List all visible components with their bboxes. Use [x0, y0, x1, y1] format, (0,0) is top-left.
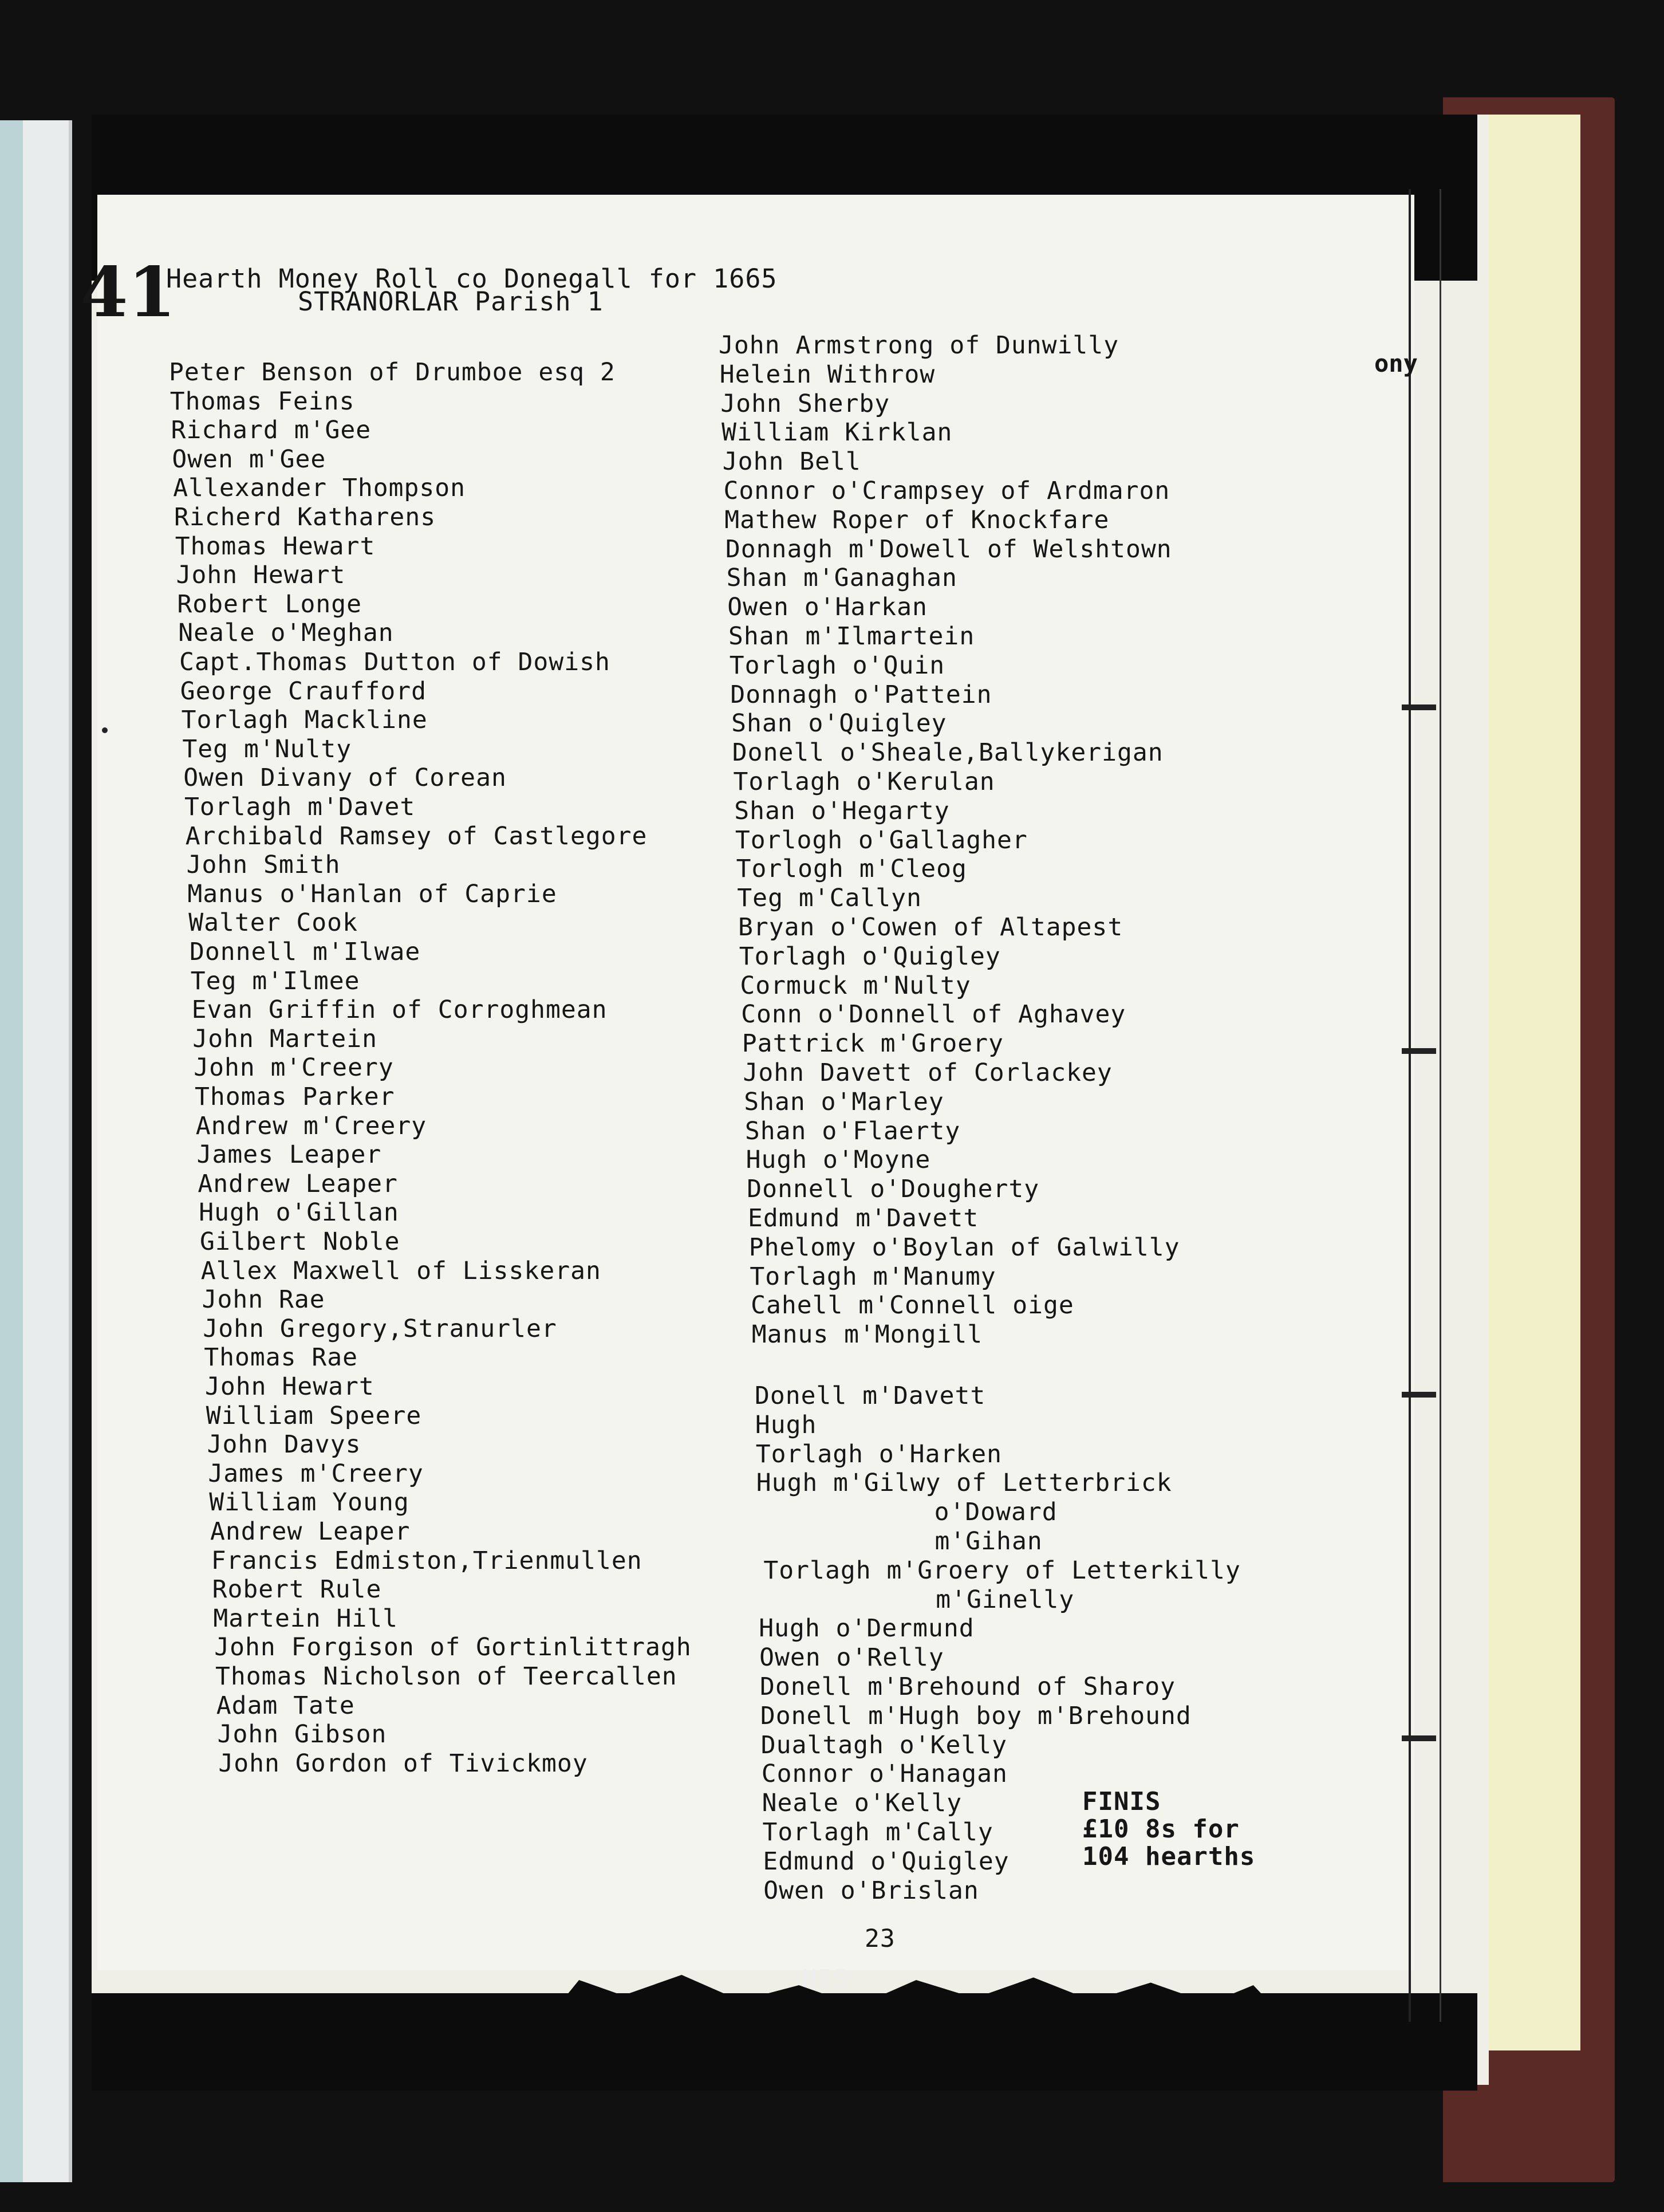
- right-name-entry: Cormuck m'Nulty: [740, 971, 971, 1000]
- right-name-b-entry: Owen o'Brislan: [763, 1876, 979, 1905]
- left-name-entry: John Rae: [202, 1285, 325, 1314]
- left-name-entry: John Martein: [192, 1024, 378, 1053]
- left-name-entry: Richard m'Gee: [171, 416, 372, 445]
- left-name-entry: Adam Tate: [216, 1691, 355, 1720]
- left-name-entry: Andrew Leaper: [210, 1517, 411, 1546]
- right-name-entry: Torlagh o'Kerulan: [733, 767, 995, 796]
- left-name-entry: Thomas Hewart: [175, 532, 376, 561]
- right-name-entry: Donnell o'Dougherty: [747, 1175, 1040, 1204]
- yellow-divider-tab: [1477, 115, 1580, 2050]
- left-name-entry: Allexander Thompson: [173, 474, 466, 503]
- finis-label: FINIS: [1082, 1787, 1161, 1816]
- left-name-entry: Owen m'Gee: [172, 444, 326, 474]
- left-name-entry: John Forgison of Gortinlittragh: [214, 1633, 692, 1662]
- left-name-entry: Peter Benson of Drumboe esq 2: [169, 358, 616, 387]
- right-name-entry: John Davett of Corlackey: [743, 1058, 1113, 1087]
- right-name-entry: Torlagh o'Quin: [729, 651, 945, 680]
- binder-stripe: [0, 120, 23, 2182]
- left-name-entry: Hugh o'Gillan: [199, 1198, 399, 1227]
- left-name-entry: George Craufford: [180, 676, 427, 706]
- right-name-entry: Shan o'Hegarty: [734, 796, 950, 825]
- left-name-entry: James Leaper: [196, 1140, 382, 1170]
- finis-hearths: 104 hearths: [1082, 1842, 1256, 1871]
- left-name-entry: William Young: [209, 1488, 409, 1517]
- left-name-entry: Evan Griffin of Corroghmean: [191, 995, 608, 1025]
- right-name-entry: Shan m'Ilmartein: [728, 622, 975, 651]
- right-name-b-entry: Donell m'Davett: [755, 1381, 986, 1410]
- right-name-b-entry: m'Ginelly: [936, 1585, 1075, 1614]
- margin-number: 41: [80, 252, 176, 333]
- left-name-entry: Thomas Nicholson of Teercallen: [215, 1662, 677, 1691]
- left-name-entry: Richerd Katharens: [174, 503, 436, 532]
- right-name-entry: William Kirklan: [721, 418, 953, 447]
- right-name-b-entry: Torlagh m'Cally: [762, 1818, 993, 1847]
- left-name-entry: Francis Edmiston,Trienmullen: [211, 1546, 642, 1575]
- right-name-entry: John Bell: [722, 447, 861, 477]
- parish-heading: STRANORLAR Parish 1: [298, 286, 604, 317]
- finis-total: £10 8s for: [1082, 1815, 1240, 1844]
- left-name-entry: Walter Cook: [188, 908, 358, 938]
- left-name-entry: Neale o'Meghan: [178, 619, 394, 648]
- right-name-entry: Shan o'Marley: [744, 1087, 944, 1116]
- left-name-entry: Archibald Ramsey of Castlegore: [185, 821, 648, 851]
- left-name-entry: John Gibson: [217, 1720, 387, 1749]
- right-name-b-entry: Neale o'Kelly: [762, 1789, 963, 1818]
- margin-tick: [1402, 1392, 1436, 1398]
- cut-off-word: ony: [1374, 349, 1418, 377]
- left-name-entry: Allex Maxwell of Lisskeran: [200, 1256, 601, 1285]
- left-name-entry: John m'Creery: [194, 1053, 394, 1083]
- margin-tick: [1402, 1735, 1436, 1741]
- left-name-entry: Owen Divany of Corean: [183, 763, 507, 793]
- right-name-entry: Torlogh o'Gallagher: [735, 825, 1028, 855]
- right-name-b-entry: Donell m'Hugh boy m'Brehound: [760, 1701, 1192, 1730]
- right-name-entry: Phelomy o'Boylan of Galwilly: [748, 1233, 1180, 1262]
- margin-tick: [1402, 704, 1436, 710]
- right-name-entry: Connor o'Crampsey of Ardmaron: [723, 477, 1170, 505]
- left-name-entry: Andrew Leaper: [198, 1169, 398, 1198]
- right-name-entry: Torlagh m'Manumy: [750, 1262, 996, 1291]
- left-name-entry: John Smith: [186, 851, 341, 880]
- right-name-b-entry: Torlagh m'Groery of Letterkilly: [763, 1556, 1241, 1585]
- right-name-entry: Edmund m'Davett: [748, 1204, 979, 1233]
- right-name-entry: Conn o'Donnell of Aghavey: [741, 1000, 1126, 1029]
- margin-tick: [1402, 1048, 1436, 1054]
- right-name-b-entry: Owen o'Relly: [759, 1643, 944, 1672]
- left-name-entry: Donnell m'Ilwae: [190, 938, 421, 966]
- bottom-fragment: NIS: [802, 1965, 848, 1993]
- right-name-b-entry: o'Doward: [934, 1498, 1058, 1527]
- left-name-entry: James m'Creery: [208, 1459, 424, 1488]
- right-name-entry: Torlagh o'Quigley: [739, 942, 1001, 971]
- left-name-entry: Torlagh Mackline: [181, 706, 428, 735]
- right-name-b-entry: Donell m'Brehound of Sharoy: [760, 1672, 1176, 1701]
- left-name-entry: Andrew m'Creery: [195, 1111, 427, 1140]
- document-title: Hearth Money Roll co Donegall for 1665: [166, 263, 778, 294]
- left-name-entry: Martein Hill: [213, 1604, 399, 1633]
- left-name-entry: Thomas Parker: [195, 1083, 395, 1111]
- right-margin-strip: [1409, 189, 1441, 2022]
- right-name-entry: Bryan o'Cowen of Altapest: [738, 913, 1123, 942]
- right-name-b-entry: m'Gihan: [934, 1527, 1043, 1556]
- right-name-entry: Shan o'Quigley: [731, 709, 947, 738]
- left-name-entry: Manus o'Hanlan of Caprie: [187, 879, 557, 908]
- margin-dot: [102, 727, 108, 733]
- left-name-entry: Gilbert Noble: [200, 1227, 400, 1256]
- left-name-entry: John Davys: [207, 1430, 361, 1459]
- right-name-entry: Donnagh m'Dowell of Welshtown: [725, 534, 1172, 564]
- right-name-entry: Pattrick m'Groery: [742, 1029, 1004, 1058]
- right-name-b-entry: Hugh o'Dermund: [759, 1614, 975, 1643]
- left-name-entry: Teg m'Ilmee: [190, 966, 360, 995]
- left-name-entry: John Hewart: [176, 561, 346, 590]
- left-name-entry: John Gordon of Tivickmoy: [218, 1749, 588, 1778]
- left-name-entry: Capt.Thomas Dutton of Dowish: [179, 648, 610, 676]
- left-name-entry: Robert Rule: [212, 1575, 382, 1604]
- binder-left: [0, 120, 72, 2182]
- right-name-entry: Cahell m'Connell oige: [751, 1291, 1074, 1320]
- right-name-entry: Donnagh o'Pattein: [730, 680, 992, 709]
- right-name-entry: Torlogh m'Cleog: [736, 855, 967, 884]
- right-name-entry: Helein Withrow: [719, 360, 936, 389]
- page-number: 23: [865, 1924, 896, 1953]
- left-name-entry: William Speere: [206, 1401, 422, 1430]
- right-name-entry: John Sherby: [720, 389, 890, 418]
- left-name-entry: Thomas Rae: [204, 1343, 358, 1372]
- right-name-entry: Shan o'Flaerty: [744, 1116, 961, 1146]
- right-name-entry: Teg m'Callyn: [737, 884, 922, 913]
- right-name-b-entry: Connor o'Hanagan: [761, 1760, 1008, 1789]
- right-name-b-entry: Edmund o'Quigley: [763, 1847, 1010, 1876]
- left-name-entry: John Hewart: [205, 1372, 374, 1401]
- right-name-entry: Hugh o'Moyne: [746, 1146, 931, 1175]
- right-name-b-entry: Hugh: [755, 1410, 817, 1439]
- right-name-entry: Owen o'Harkan: [727, 593, 928, 622]
- right-name-entry: Manus m'Mongill: [751, 1320, 983, 1349]
- left-name-entry: Thomas Feins: [169, 387, 355, 416]
- right-name-b-entry: Dualtagh o'Kelly: [760, 1730, 1008, 1760]
- left-name-entry: Teg m'Nulty: [182, 734, 352, 763]
- left-name-entry: Robert Longe: [177, 589, 362, 619]
- right-name-entry: Donell o'Sheale,Ballykerigan: [732, 738, 1164, 767]
- right-name-entry: Mathew Roper of Knockfare: [724, 505, 1110, 534]
- right-name-b-entry: Torlagh o'Harken: [755, 1439, 1003, 1469]
- right-name-entry: Shan m'Ganaghan: [726, 564, 957, 593]
- right-name-entry: John Armstrong of Dunwilly: [719, 331, 1119, 360]
- left-name-entry: John Gregory,Stranurler: [203, 1314, 557, 1343]
- right-name-b-entry: Hugh m'Gilwy of Letterbrick: [756, 1469, 1172, 1498]
- left-name-entry: Torlagh m'Davet: [184, 793, 416, 821]
